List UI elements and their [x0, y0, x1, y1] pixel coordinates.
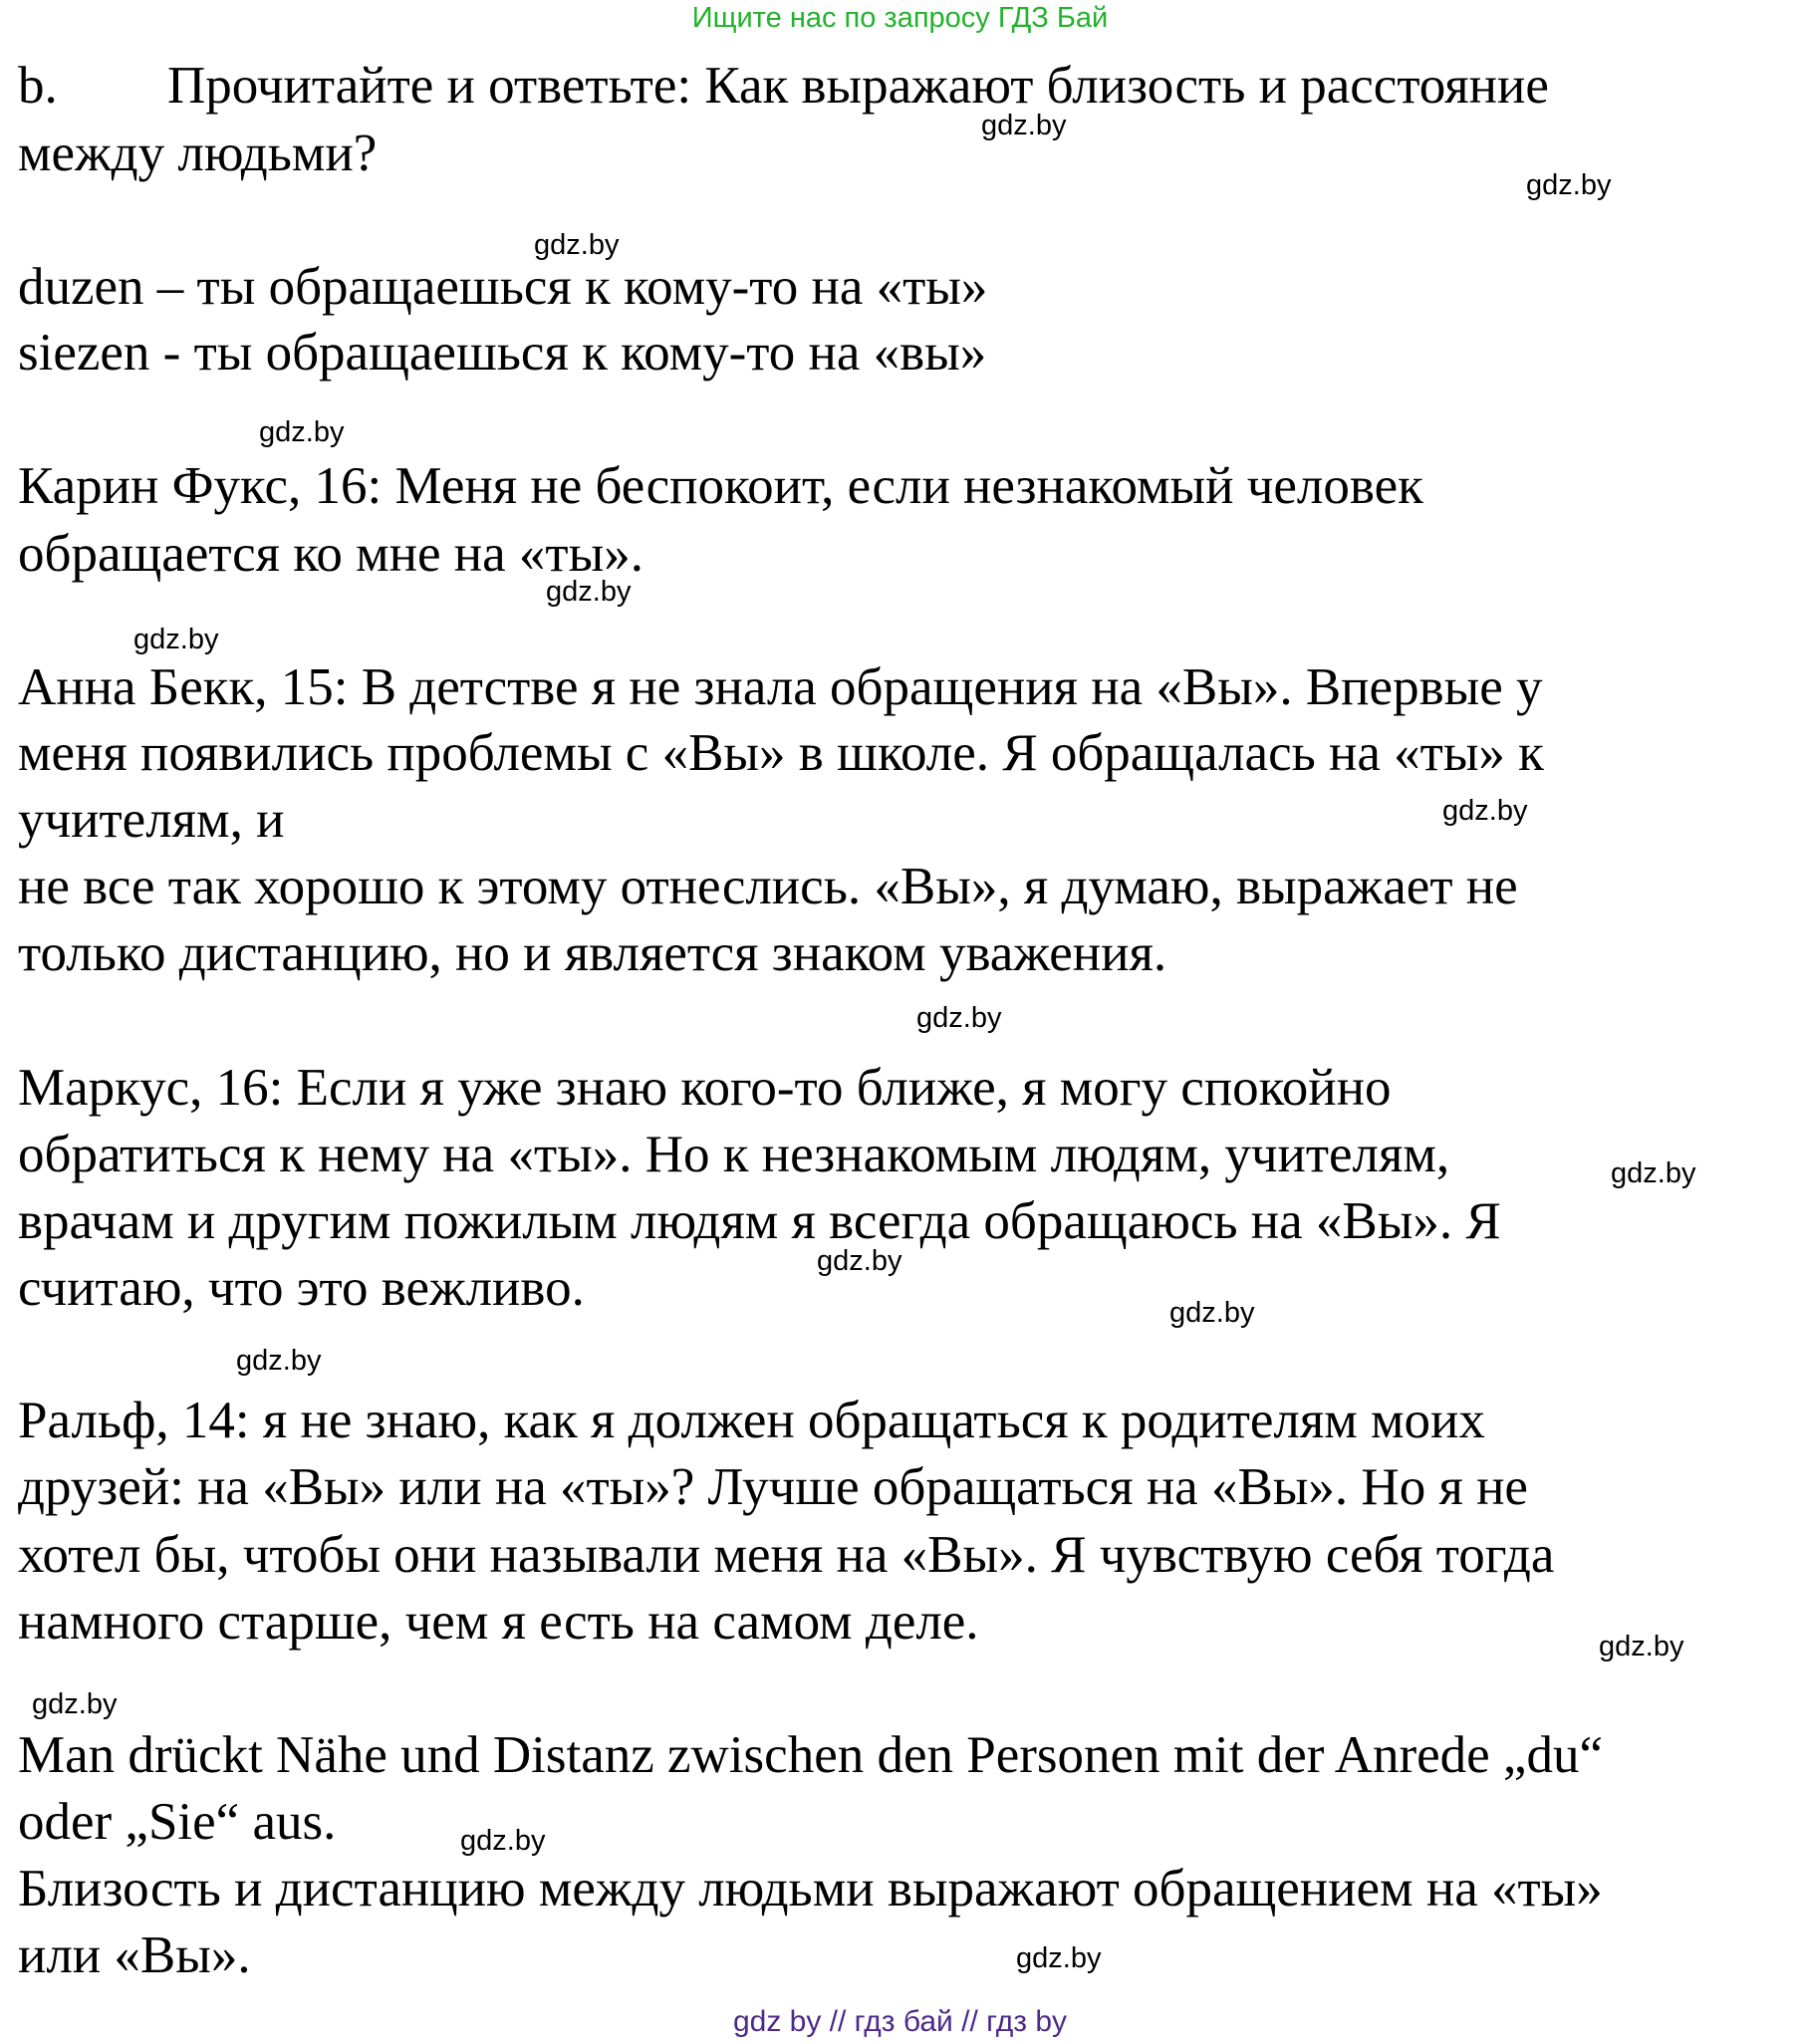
watermark: gdz.by	[534, 229, 620, 261]
watermark: gdz.by	[1169, 1297, 1255, 1329]
karin-line-2: обращается ко мне на «ты».	[18, 525, 643, 583]
watermark: gdz.by	[1611, 1157, 1696, 1189]
watermark: gdz.by	[236, 1345, 322, 1377]
definition-duzen: duzen – ты обращаешься к кому-то на «ты»	[18, 258, 988, 316]
ralf-line-4: намного старше, чем я есть на самом деле.	[18, 1593, 979, 1651]
answer-german-line-1: Man drückt Nähe und Distanz zwischen den Personen mit der Anrede „du“	[18, 1726, 1603, 1784]
watermark: gdz.by	[817, 1245, 902, 1277]
watermark: gdz.by	[916, 1002, 1002, 1034]
watermark: gdz.by	[1442, 795, 1528, 827]
ralf-line-3: хотел бы, чтобы они называли меня на «Вы». Я чувствую себя тогда	[18, 1526, 1555, 1584]
task-label: b.	[18, 57, 58, 115]
watermark: gdz.by	[32, 1688, 118, 1720]
definition-siezen: siezen - ты обращаешься к кому-то на «вы»	[18, 324, 987, 382]
anna-line-3: учителям, и	[18, 791, 285, 849]
watermark: gdz.by	[460, 1825, 546, 1857]
bottom-banner: gdz by // гдз бай // гдз by	[732, 2005, 1068, 2038]
anna-line-1: Анна Бекк, 15: В детстве я не знала обращения на «Вы». Впервые у	[18, 658, 1543, 716]
markus-line-2: обратиться к нему на «ты». Но к незнакомым людям, учителям,	[18, 1126, 1450, 1183]
top-banner: Ищите нас по запросу ГДЗ Бай	[691, 2, 1109, 34]
task-question-text: Прочитайте и ответьте: Как выражают близость и расстояние	[167, 57, 1549, 115]
answer-russian-line-1: Близость и дистанцию между людьми выражают обращением на «ты»	[18, 1860, 1603, 1917]
watermark: gdz.by	[1016, 1942, 1102, 1974]
watermark: gdz.by	[259, 416, 345, 448]
task-question-line-2: между людьми?	[18, 125, 378, 182]
anna-line-5: только дистанцию, но и является знаком уважения.	[18, 924, 1167, 982]
answer-german-line-2: oder „Sie“ aus.	[18, 1793, 337, 1851]
markus-line-1: Маркус, 16: Если я уже знаю кого-то ближе, я могу спокойно	[18, 1059, 1392, 1117]
answer-russian-line-2: или «Вы».	[18, 1926, 251, 1984]
anna-line-4: не все так хорошо к этому отнеслись. «Вы», я думаю, выражает не	[18, 858, 1518, 915]
watermark: gdz.by	[546, 576, 632, 608]
watermark: gdz.by	[1599, 1631, 1684, 1662]
markus-line-3: врачам и другим пожилым людям я всегда обращаюсь на «Вы». Я	[18, 1192, 1501, 1250]
ralf-line-1: Ральф, 14: я не знаю, как я должен обращаться к родителям моих	[18, 1392, 1485, 1449]
watermark: gdz.by	[1526, 169, 1612, 201]
watermark: gdz.by	[981, 110, 1067, 141]
watermark: gdz.by	[133, 624, 219, 655]
task-question-line-1	[18, 57, 1549, 115]
ralf-line-2: друзей: на «Вы» или на «ты»? Лучше обращаться на «Вы». Но я не	[18, 1458, 1528, 1516]
markus-line-4: считаю, что это вежливо.	[18, 1259, 585, 1317]
karin-line-1: Карин Фукс, 16: Меня не беспокоит, если незнакомый человек	[18, 457, 1423, 515]
anna-line-2: меня появились проблемы с «Вы» в школе. Я обращалась на «ты» к	[18, 724, 1544, 782]
